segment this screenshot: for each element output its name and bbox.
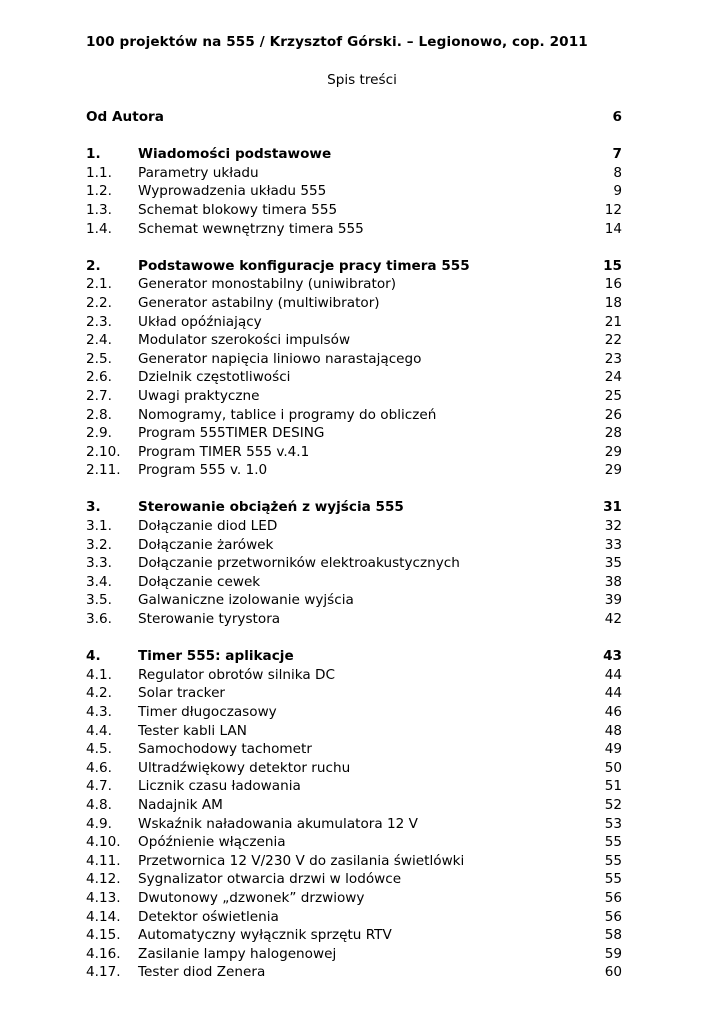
toc-preface-entry: [86, 108, 622, 127]
toc-entry-title: Timer długoczasowy: [138, 704, 277, 720]
toc-section-entry: [86, 870, 622, 889]
toc-section-entry: [86, 536, 622, 555]
toc-entry-title: Sygnalizator otwarcia drzwi w lodówce: [138, 871, 402, 888]
toc-entry-page: 55: [604, 834, 622, 851]
toc-entry-number: 4.: [86, 648, 101, 665]
toc-entry-page: 50: [604, 759, 622, 776]
toc-entry-page: 29: [604, 443, 622, 460]
toc-entry-title: Dołączanie cewek: [138, 573, 261, 590]
toc-entry-page: 23: [604, 350, 622, 367]
toc-section-entry: [86, 610, 622, 629]
toc-section-entry: [86, 368, 622, 387]
toc-section-entry: [86, 331, 622, 350]
toc-entry-page: 14: [604, 220, 622, 237]
toc-section-entry: [86, 201, 622, 220]
toc-entry-title: Wyprowadzenia układu 555: [138, 183, 327, 200]
toc-entry-title: Automatyczny wyłącznik sprzętu RTV: [138, 927, 392, 944]
table-of-contents: [86, 108, 622, 982]
toc-entry-title: Sterowanie tyrystora: [138, 611, 281, 628]
toc-entry-page: 9: [613, 183, 622, 200]
toc-entry-title: Samochodowy tachometr: [138, 741, 312, 758]
toc-entry-number: 2.2.: [86, 294, 112, 311]
toc-entry-number: 1.2.: [86, 183, 112, 200]
toc-entry-page: 8: [613, 164, 622, 181]
toc-entry-page: 60: [604, 964, 622, 981]
toc-entry-number: 2.1.: [86, 276, 112, 293]
toc-section-entry: [86, 443, 622, 462]
toc-entry-title: Przetwornica 12 V/230 V do zasilania świetlówki: [138, 852, 465, 869]
toc-entry-number: 2.6.: [86, 369, 112, 386]
toc-entry-title: Solar tracker: [138, 685, 226, 702]
toc-entry-number: 1.4.: [86, 220, 112, 237]
toc-entry-title: Dołączanie żarówek: [138, 536, 274, 553]
toc-entry-number: 4.2.: [86, 685, 112, 702]
toc-entry-number: 4.16.: [86, 945, 121, 962]
toc-entry-number: 4.10.: [86, 834, 121, 851]
toc-section-entry: [86, 703, 622, 722]
toc-section-entry: [86, 908, 622, 927]
toc-entry-title: Timer 555: aplikacje: [138, 648, 294, 665]
toc-section-entry: [86, 722, 622, 741]
toc-entry-number: 3.2.: [86, 536, 112, 553]
toc-entry-page: 56: [604, 908, 622, 925]
toc-entry-number: 3.: [86, 499, 101, 516]
toc-entry-title: Licznik czasu ładowania: [138, 778, 301, 795]
toc-entry-title: Nadajnik AM: [138, 796, 223, 813]
toc-entry-number: 4.4.: [86, 722, 112, 739]
toc-entry-number: 4.5.: [86, 741, 112, 758]
toc-entry-number: 4.11.: [86, 852, 121, 869]
toc-entry-number: 2.10.: [86, 443, 121, 460]
toc-entry-number: 3.3.: [86, 555, 112, 572]
toc-entry-page: 43: [603, 648, 622, 665]
toc-section-entry: [86, 313, 622, 332]
toc-entry-page: 49: [604, 741, 622, 758]
toc-entry-title: Schemat blokowy timera 555: [138, 201, 338, 218]
toc-entry-page: 26: [604, 406, 622, 423]
toc-chapter-entry: [86, 257, 622, 276]
toc-entry-number: 4.8.: [86, 796, 112, 813]
toc-entry-page: 38: [604, 573, 622, 590]
toc-entry-page: 51: [604, 778, 622, 795]
toc-entry-page: 7: [612, 146, 622, 163]
toc-entry-number: 2.: [86, 257, 101, 274]
toc-entry-title: Generator napięcia liniowo narastającego: [138, 350, 422, 367]
toc-entry-page: 55: [604, 852, 622, 869]
toc-entry-number: 3.6.: [86, 611, 112, 628]
toc-entry-title: Tester diod Zenera: [138, 964, 266, 981]
toc-entry-page: 6: [612, 109, 622, 125]
toc-entry-title: Program 555 v. 1.0: [138, 462, 268, 479]
toc-entry-title: Ultradźwiękowy detektor ruchu: [138, 759, 351, 776]
toc-entry-number: 2.3.: [86, 313, 112, 330]
toc-entry-page: 15: [603, 257, 622, 274]
toc-section-entry: [86, 945, 622, 964]
toc-entry-title: Galwaniczne izolowanie wyjścia: [138, 592, 354, 609]
toc-section-entry: [86, 573, 622, 592]
toc-entry-title: Dzielnik częstotliwości: [138, 369, 291, 386]
toc-entry-title: Generator astabilny (multiwibrator): [138, 294, 380, 311]
page-title: Spis treści: [327, 72, 397, 88]
toc-entry-page: 42: [604, 611, 622, 628]
toc-entry-page: 44: [604, 666, 622, 683]
toc-entry-page: 53: [604, 815, 622, 832]
toc-entry-page: 58: [604, 927, 622, 944]
toc-section-entry: [86, 740, 622, 759]
toc-entry-page: 48: [604, 722, 622, 739]
toc-entry-title: Wskaźnik naładowania akumulatora 12 V: [138, 815, 418, 832]
toc-entry-title: Dołączanie diod LED: [138, 518, 278, 535]
toc-entry-number: 2.5.: [86, 350, 112, 367]
toc-entry-number: 2.7.: [86, 387, 112, 404]
toc-section-entry: [86, 666, 622, 685]
toc-entry-number: 4.13.: [86, 889, 121, 906]
toc-entry-number: 4.7.: [86, 778, 112, 795]
toc-entry-number: 4.3.: [86, 704, 112, 720]
toc-entry-number: 4.12.: [86, 871, 121, 888]
toc-entry-title: Opóźnienie włączenia: [138, 834, 286, 851]
toc-entry-number: 4.17.: [86, 964, 121, 981]
toc-entry-number: 1.: [86, 146, 101, 163]
toc-entry-page: 35: [604, 555, 622, 572]
toc-section-entry: [86, 275, 622, 294]
toc-entry-title: Układ opóźniający: [138, 313, 262, 330]
toc-section-entry: [86, 406, 622, 425]
toc-entry-page: 56: [604, 889, 622, 906]
toc-section-entry: [86, 963, 622, 982]
toc-section-entry: [86, 294, 622, 313]
toc-entry-title: Nomogramy, tablice i programy do obliczeń: [138, 406, 437, 423]
toc-entry-number: 2.11.: [86, 462, 121, 479]
bibliographic-header: 100 projektów na 555 / Krzysztof Górski. – Legionowo, cop. 2011: [86, 34, 588, 50]
toc-entry-page: 18: [604, 294, 622, 311]
toc-entry-title: Podstawowe konfiguracje pracy timera 555: [138, 257, 470, 274]
toc-entry-title: Modulator szerokości impulsów: [138, 332, 351, 349]
toc-section-entry: [86, 684, 622, 703]
toc-entry-title: Detektor oświetlenia: [138, 908, 279, 925]
toc-entry-title: Dwutonowy „dzwonek” drzwiowy: [138, 889, 365, 906]
toc-section-entry: [86, 517, 622, 536]
toc-entry-page: 55: [604, 871, 622, 888]
toc-entry-number: 3.4.: [86, 573, 112, 590]
toc-section-entry: [86, 796, 622, 815]
toc-section-entry: [86, 591, 622, 610]
toc-section-entry: [86, 889, 622, 908]
toc-entry-page: 39: [604, 592, 622, 609]
toc-section-entry: [86, 220, 622, 239]
toc-section-entry: [86, 387, 622, 406]
toc-chapter-entry: [86, 145, 622, 164]
toc-entry-number: 2.8.: [86, 406, 112, 423]
toc-entry-title: Zasilanie lampy halogenowej: [138, 945, 337, 962]
toc-entry-number: 3.5.: [86, 592, 112, 609]
toc-entry-page: 12: [604, 201, 622, 218]
toc-entry-page: 46: [604, 704, 622, 720]
toc-entry-number: 1.3.: [86, 201, 112, 218]
toc-entry-number: 4.6.: [86, 759, 112, 776]
toc-section-entry: [86, 815, 622, 834]
toc-entry-page: 24: [604, 369, 622, 386]
toc-entry-page: 44: [604, 685, 622, 702]
toc-entry-page: 59: [604, 945, 622, 962]
toc-entry-title: Regulator obrotów silnika DC: [138, 666, 336, 683]
toc-entry-number: 4.14.: [86, 908, 121, 925]
toc-entry-page: 22: [604, 332, 622, 349]
toc-entry-title: Tester kabli LAN: [138, 722, 247, 739]
toc-entry-page: 25: [604, 387, 622, 404]
toc-chapter-entry: [86, 498, 622, 517]
toc-entry-page: 32: [604, 518, 622, 535]
toc-entry-title: Program TIMER 555 v.4.1: [138, 443, 310, 460]
toc-entry-page: 28: [604, 425, 622, 442]
toc-entry-page: 16: [604, 276, 622, 293]
toc-entry-title: Od Autora: [86, 109, 164, 125]
toc-chapter-entry: [86, 647, 622, 666]
toc-entry-number: 3.1.: [86, 518, 112, 535]
toc-entry-number: 4.9.: [86, 815, 112, 832]
toc-entry-title: Schemat wewnętrzny timera 555: [138, 220, 364, 237]
toc-entry-page: 29: [604, 462, 622, 479]
toc-entry-page: 52: [604, 796, 622, 813]
toc-section-entry: [86, 461, 622, 480]
toc-section-entry: [86, 852, 622, 871]
toc-entry-page: 31: [603, 499, 622, 516]
toc-entry-page: 21: [604, 313, 622, 330]
toc-section-entry: [86, 833, 622, 852]
toc-section-entry: [86, 554, 622, 573]
toc-entry-title: Program 555TIMER DESING: [138, 425, 325, 442]
toc-entry-title: Wiadomości podstawowe: [138, 146, 332, 163]
toc-entry-number: 4.1.: [86, 666, 112, 683]
toc-entry-title: Generator monostabilny (uniwibrator): [138, 276, 397, 293]
toc-entry-title: Parametry układu: [138, 164, 259, 181]
toc-section-entry: [86, 164, 622, 183]
toc-section-entry: [86, 759, 622, 778]
toc-entry-number: 4.15.: [86, 927, 121, 944]
toc-entry-title: Uwagi praktyczne: [138, 387, 260, 404]
toc-section-entry: [86, 926, 622, 945]
toc-entry-number: 2.4.: [86, 332, 112, 349]
toc-section-entry: [86, 182, 622, 201]
toc-entry-number: 2.9.: [86, 425, 112, 442]
toc-entry-title: Sterowanie obciążeń z wyjścia 555: [138, 499, 404, 516]
toc-entry-title: Dołączanie przetworników elektroakustycznych: [138, 555, 460, 572]
toc-section-entry: [86, 777, 622, 796]
toc-section-entry: [86, 424, 622, 443]
toc-section-entry: [86, 350, 622, 369]
toc-entry-number: 1.1.: [86, 164, 112, 181]
toc-entry-page: 33: [604, 536, 622, 553]
